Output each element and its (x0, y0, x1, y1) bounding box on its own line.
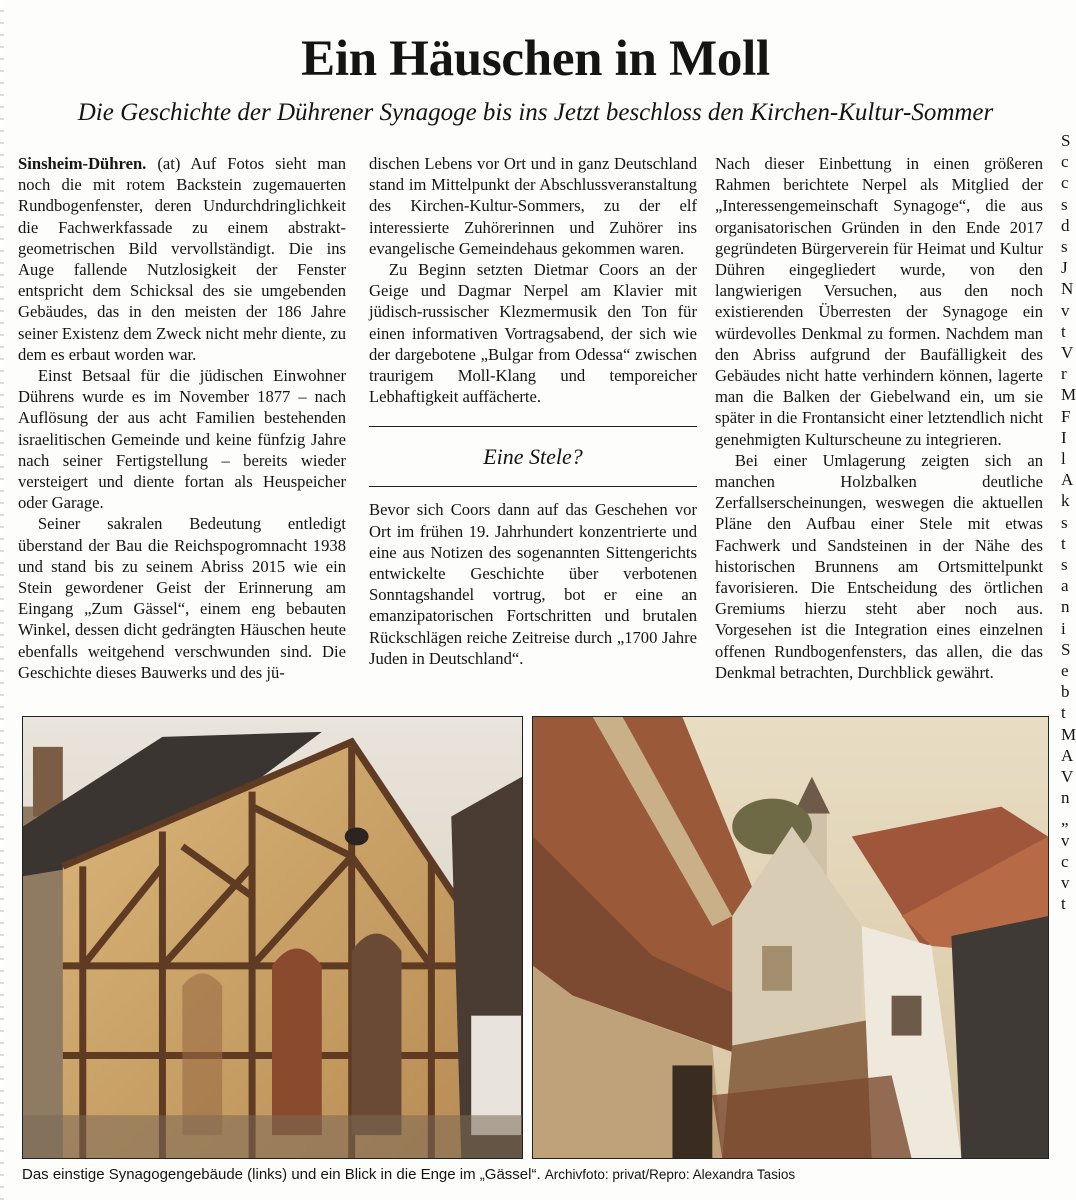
adjacent-article-letter: S (1061, 639, 1071, 659)
synagogue-photo (22, 716, 523, 1159)
adjacent-article-letter: s (1061, 194, 1068, 214)
adjacent-article-letter: v (1061, 830, 1070, 850)
article-paragraph: Zu Beginn setzten Dietmar Coors an der Geige und Dagmar Nerpel am Klavier mit jüdisch-russischer Klezmermusik den Ton für einen informativen Vortragsabend, der sich wie der dargebotene „Bulgar from Odessa“ zwischen traurigem Moll-Klang und temporeicher Lebhaftigkeit auffächerte. (369, 260, 697, 407)
crosshead-box (369, 426, 697, 487)
adjacent-article-letter: a (1061, 576, 1069, 596)
adjacent-article-letter: J (1061, 258, 1068, 278)
adjacent-article-letter: t (1061, 894, 1066, 914)
caption-text: Das einstige Synagogengebäude (links) und ein Blick in die Enge im „Gässel“. (22, 1166, 541, 1183)
adjacent-article-letter: A (1061, 745, 1074, 765)
adjacent-article-letter: t (1061, 321, 1066, 341)
subheadline: Die Geschichte der Dührener Synagoge bis ins Jetzt beschloss den Kirchen-Kultur-Sommer (77, 99, 994, 126)
article-paragraph: Bevor sich Coors dann auf das Geschehen vor Ort im frühen 19. Jahrhundert konzentrierte und eine aus Notizen des sogenannten Sittengerichts entwickelte Geschichte über verbotenen Sonntagshandel vortrug, bot er eine an emanzipatorischen Fortschritten und brutalen Rückschlägen reiche Zeitreise durch „1700 Jahre Juden in Deutschland“. (369, 500, 697, 668)
adjacent-article-letter: N (1061, 279, 1074, 299)
article-column-3 (715, 153, 1043, 683)
alley-image (533, 717, 1048, 1158)
article-paragraph: Bei einer Umlagerung zeigten sich an manchen Holzbalken deutliche Zerfallserscheinungen, weswegen die aktuellen Pläne den Aufbau einer Stele mit etwas Fachwerk und Sandsteinen in der Nähe des historischen Brunnens am Ortsmittelpunkt favorisieren. Die Entscheidung des örtlichen Gremiums hierzu steht aber noch aus. Vorgesehen ist die Integration eines einzelnen offenen Rundbogenfensters, das allen, die das Denkmal betrachten, Durchblick gewährt. (715, 450, 1043, 682)
adjacent-article-letter: V (1061, 343, 1074, 363)
article-paragraph: Nach dieser Einbettung in einen größeren Rahmen berichtete Nerpel als Mitglied der „Interessengemeinschaft Synagoge“, die aus organisatorischen Gründen in den Ende 2017 gegründeten Bürgerverein für Heimat und Kultur Dühren eingegliedert wurde, von den langwierigen Versuchen, aus den noch existierenden Überresten der Synagoge ein würdevolles Denkmal zu formen. Nachdem man den Abriss aufgrund der Baufälligkeit des Gebäudes nicht hatte verhindern können, lagerte man die Balken der Giebelwand ein, um sie später in die Frontansicht einer letztendlich nicht genehmigten Kulturscheune zu integrieren. (715, 154, 1043, 449)
adjacent-article-letter: S (1061, 131, 1071, 150)
adjacent-article-letter: d (1061, 215, 1070, 235)
crosshead: Eine Stele? (483, 444, 583, 470)
synagogue-building-image (23, 717, 522, 1158)
article-paragraph: dischen Lebens vor Ort und in ganz Deutschland stand im Mittelpunkt der Abschlussveranstaltung des Kirchen-Kultur-Sommers, zu der elf interessierte Zuhörerinnen und Zuhörer ins evangelische Gemeindehaus gekommen waren. (369, 154, 697, 258)
adjacent-article-letter: F (1061, 406, 1071, 426)
adjacent-article-letter: k (1061, 491, 1070, 511)
adjacent-article-letter: s (1061, 555, 1068, 575)
dateline: Sinsheim-Dühren. (18, 154, 147, 173)
gassel-alley-photo (532, 716, 1049, 1159)
adjacent-article-letter: b (1061, 682, 1070, 702)
article-paragraph: Einst Betsaal für die jüdischen Einwohner Dührens wurde es im November 1877 – nach Auflösung der aus acht Familien bestehenden israelitischen Gemeinde und keine fünfzig Jahre nach seiner Fertigstellung – bereits wieder versteigert und diente fortan als Heuspeicher oder Garage. (18, 366, 346, 513)
adjacent-article-letter: „ (1061, 809, 1069, 829)
adjacent-article-letter: e (1061, 661, 1069, 681)
adjacent-article-letter: n (1061, 597, 1070, 617)
adjacent-article-letter: M (1061, 724, 1076, 744)
adjacent-article-letter: c (1061, 851, 1069, 871)
paragraph-text: (at) Auf Fotos sieht man noch die mit rotem Backstein zugemauerten Rundbogenfenster, deren Undurchdringlichkeit die Fachwerkfassade zu einem abstrakt-geometrischen Bild vervollständigt. Die ins Auge fallende Nutzlosigkeit der Fenster entspricht dem Schicksal des sie umgebenden Gebäudes, das in den meisten der 186 Jahre seiner Existenz dem Zweck nicht mehr diente, zu dem es erbaut worden war. (18, 154, 347, 364)
adjacent-article-letter: n (1061, 788, 1070, 808)
adjacent-article-letter: v (1061, 300, 1070, 320)
photo-caption (22, 1166, 795, 1183)
page-gutter-edge (0, 0, 4, 1200)
adjacent-article-letter: s (1061, 237, 1068, 257)
article-paragraph: Seiner sakralen Bedeutung entledigt überstand der Bau die Reichspogromnacht 1938 und stand bis zu seinem Abriss 2015 wie ein Stein gewordener Geist der Erinnerung am Eingang „Zum Gässel“, einem eng bebauten Winkel, dessen dicht gedrängten Häuschen heute ebenfalls weitgehend verschwunden sind. Die Geschichte dieses Bauwerks und des jü- (18, 514, 346, 682)
adjacent-article-letter: t (1061, 703, 1066, 723)
article-paragraph (18, 153, 346, 365)
adjacent-article-letter: l (1061, 449, 1066, 469)
adjacent-article-letter: A (1061, 470, 1074, 490)
adjacent-article-edge (1061, 130, 1076, 1020)
adjacent-article-letter: i (1061, 618, 1066, 638)
adjacent-article-letter: t (1061, 533, 1066, 553)
adjacent-article-letter: c (1061, 152, 1069, 172)
photo-credit: Archivfoto: privat/Repro: Alexandra Tasios (544, 1167, 796, 1182)
headline: Ein Häuschen in Moll (301, 31, 770, 87)
adjacent-article-letter: v (1061, 873, 1070, 893)
adjacent-article-letter: M (1061, 385, 1076, 405)
adjacent-article-letter: s (1061, 512, 1068, 532)
adjacent-article-letter: c (1061, 173, 1069, 193)
adjacent-article-letter: I (1061, 427, 1067, 447)
adjacent-article-letter: r (1061, 364, 1067, 384)
adjacent-article-letter: V (1061, 767, 1074, 787)
article-column-1 (18, 153, 346, 683)
article-column-2 (369, 153, 697, 669)
